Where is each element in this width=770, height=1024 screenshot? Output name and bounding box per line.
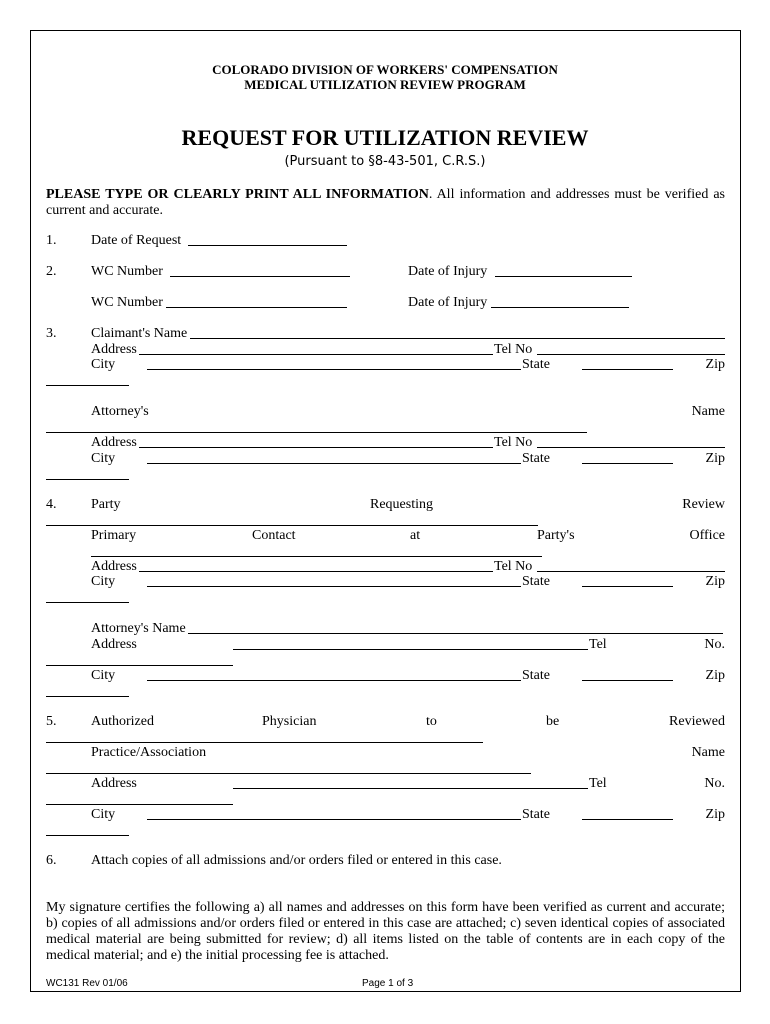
claimant-attorney-tel-label: Tel No [494,435,533,450]
party-tel-label: Tel No [494,559,533,574]
claimant-city-field[interactable] [147,369,521,370]
be-label: be [546,714,560,729]
physician-no-label: No. [704,776,725,791]
instructions-text: . All information and addresses must be verified as current and accurate. [46,187,725,218]
party-requesting-review-field[interactable] [46,525,538,526]
party-attorney-tel-label: Tel [589,637,607,652]
form-id: WC131 Rev 01/06 [46,978,128,989]
party-attorney-address-field[interactable] [233,649,588,650]
party-attorney-address-label: Address [91,637,137,652]
page-subtitle: (Pursuant to §8-43-501, C.R.S.) [284,154,486,169]
requesting-label: Requesting [370,497,433,512]
primary-contact-field[interactable] [91,556,542,557]
practice-name-label: Name [691,745,725,760]
attach-instruction: Attach copies of all admissions and/or orders filed or entered in this case. [91,853,502,868]
physician-zip-field[interactable] [46,835,129,836]
claimant-attorney-city-label: City [91,451,116,466]
physician-address-field[interactable] [233,788,588,789]
claimant-attorney-name-field[interactable] [46,432,587,433]
claimant-state-field[interactable] [582,369,673,370]
wc-number-label-2: WC Number [91,295,163,310]
claimant-attorney-zip-label: Zip [705,451,725,466]
physician-label: Physician [262,714,317,729]
claimant-attorney-tel-field[interactable] [537,447,725,448]
claimant-attorney-city-field[interactable] [147,463,521,464]
party-attorney-zip-field[interactable] [46,696,129,697]
party-city-label: City [91,574,116,589]
wc-number-field-2[interactable] [166,307,347,308]
claimant-name-field[interactable] [190,338,725,339]
to-label: to [426,714,437,729]
claimant-attorney-state-field[interactable] [582,463,673,464]
party-state-label: State [522,574,550,589]
party-address-field[interactable] [139,571,493,572]
claimant-attorney-state-label: State [522,451,550,466]
party-tel-field[interactable] [537,571,725,572]
party-attorney-city-label: City [91,668,116,683]
physician-city-label: City [91,807,116,822]
date-of-injury-label: Date of Injury [408,264,488,279]
physician-tel-label: Tel [589,776,607,791]
date-of-injury-field[interactable] [495,276,632,277]
item-number-5: 5. [46,714,57,729]
claimant-address-label: Address [91,342,137,357]
physician-city-field[interactable] [147,819,521,820]
date-of-injury-field-2[interactable] [491,307,629,308]
party-attorney-tel-field[interactable] [46,665,233,666]
item-number-2: 2. [46,264,57,279]
item-number-4: 4. [46,497,57,512]
physician-field[interactable] [46,742,483,743]
claimant-attorney-label: Attorney's [91,404,149,419]
claimant-attorney-name-label: Name [691,404,725,419]
contact-label: Contact [252,528,296,543]
claimant-tel-field[interactable] [537,354,725,355]
party-attorney-city-field[interactable] [147,680,521,681]
date-of-injury-label-2: Date of Injury [408,295,488,310]
wc-number-label: WC Number [91,264,163,279]
party-attorney-zip-label: Zip [705,668,725,683]
party-attorney-name-field[interactable] [188,633,723,634]
party-address-label: Address [91,559,137,574]
at-label: at [410,528,421,543]
claimant-city-label: City [91,357,116,372]
review-label: Review [682,497,725,512]
instructions [46,187,725,219]
physician-tel-field[interactable] [46,804,233,805]
certification-text: My signature certifies the following a) all names and addresses on this form have been verified as current and accurate; b) copies of all admissions and/or orders filed or entered in this case are attached; c) seven identical copies of associated medical material are being submitted for review; d) all items listed on the table of contents are in each copy of the medical material; and e) the initial processing fee is attached. [46,900,725,963]
claimant-attorney-address-field[interactable] [139,447,493,448]
claimant-name-label: Claimant's Name [91,326,188,341]
physician-address-label: Address [91,776,137,791]
item-number-3: 3. [46,326,57,341]
physician-state-field[interactable] [582,819,673,820]
party-attorney-no-label: No. [704,637,725,652]
party-zip-label: Zip [705,574,725,589]
reviewed-label: Reviewed [669,714,725,729]
claimant-zip-label: Zip [705,357,725,372]
partys-label: Party's [537,528,575,543]
item-number-6: 6. [46,853,57,868]
party-zip-field[interactable] [46,602,129,603]
agency-heading: COLORADO DIVISION OF WORKERS' COMPENSATION [212,62,558,77]
party-city-field[interactable] [147,586,521,587]
party-attorney-name-label: Attorney's Name [91,621,186,636]
party-label: Party [91,497,121,512]
practice-name-field[interactable] [46,773,531,774]
page-number: Page 1 of 3 [362,978,414,989]
party-state-field[interactable] [582,586,673,587]
item-number-1: 1. [46,233,57,248]
physician-state-label: State [522,807,550,822]
claimant-address-field[interactable] [139,354,493,355]
party-attorney-state-field[interactable] [582,680,673,681]
claimant-state-label: State [522,357,550,372]
claimant-tel-label: Tel No [494,342,533,357]
office-label: Office [689,528,725,543]
claimant-attorney-address-label: Address [91,435,137,450]
program-heading: MEDICAL UTILIZATION REVIEW PROGRAM [244,77,526,92]
claimant-zip-field[interactable] [46,385,129,386]
primary-label: Primary [91,528,137,543]
claimant-attorney-zip-field[interactable] [46,479,129,480]
date-of-request-field[interactable] [188,245,347,246]
authorized-label: Authorized [91,714,154,729]
instructions-bold: PLEASE TYPE OR CLEARLY PRINT ALL INFORMATION [46,187,429,202]
page-title: REQUEST FOR UTILIZATION REVIEW [181,125,589,150]
party-attorney-state-label: State [522,668,550,683]
practice-label: Practice/Association [91,745,207,760]
date-of-request-label: Date of Request [91,233,182,248]
wc-number-field[interactable] [170,276,350,277]
physician-zip-label: Zip [705,807,725,822]
